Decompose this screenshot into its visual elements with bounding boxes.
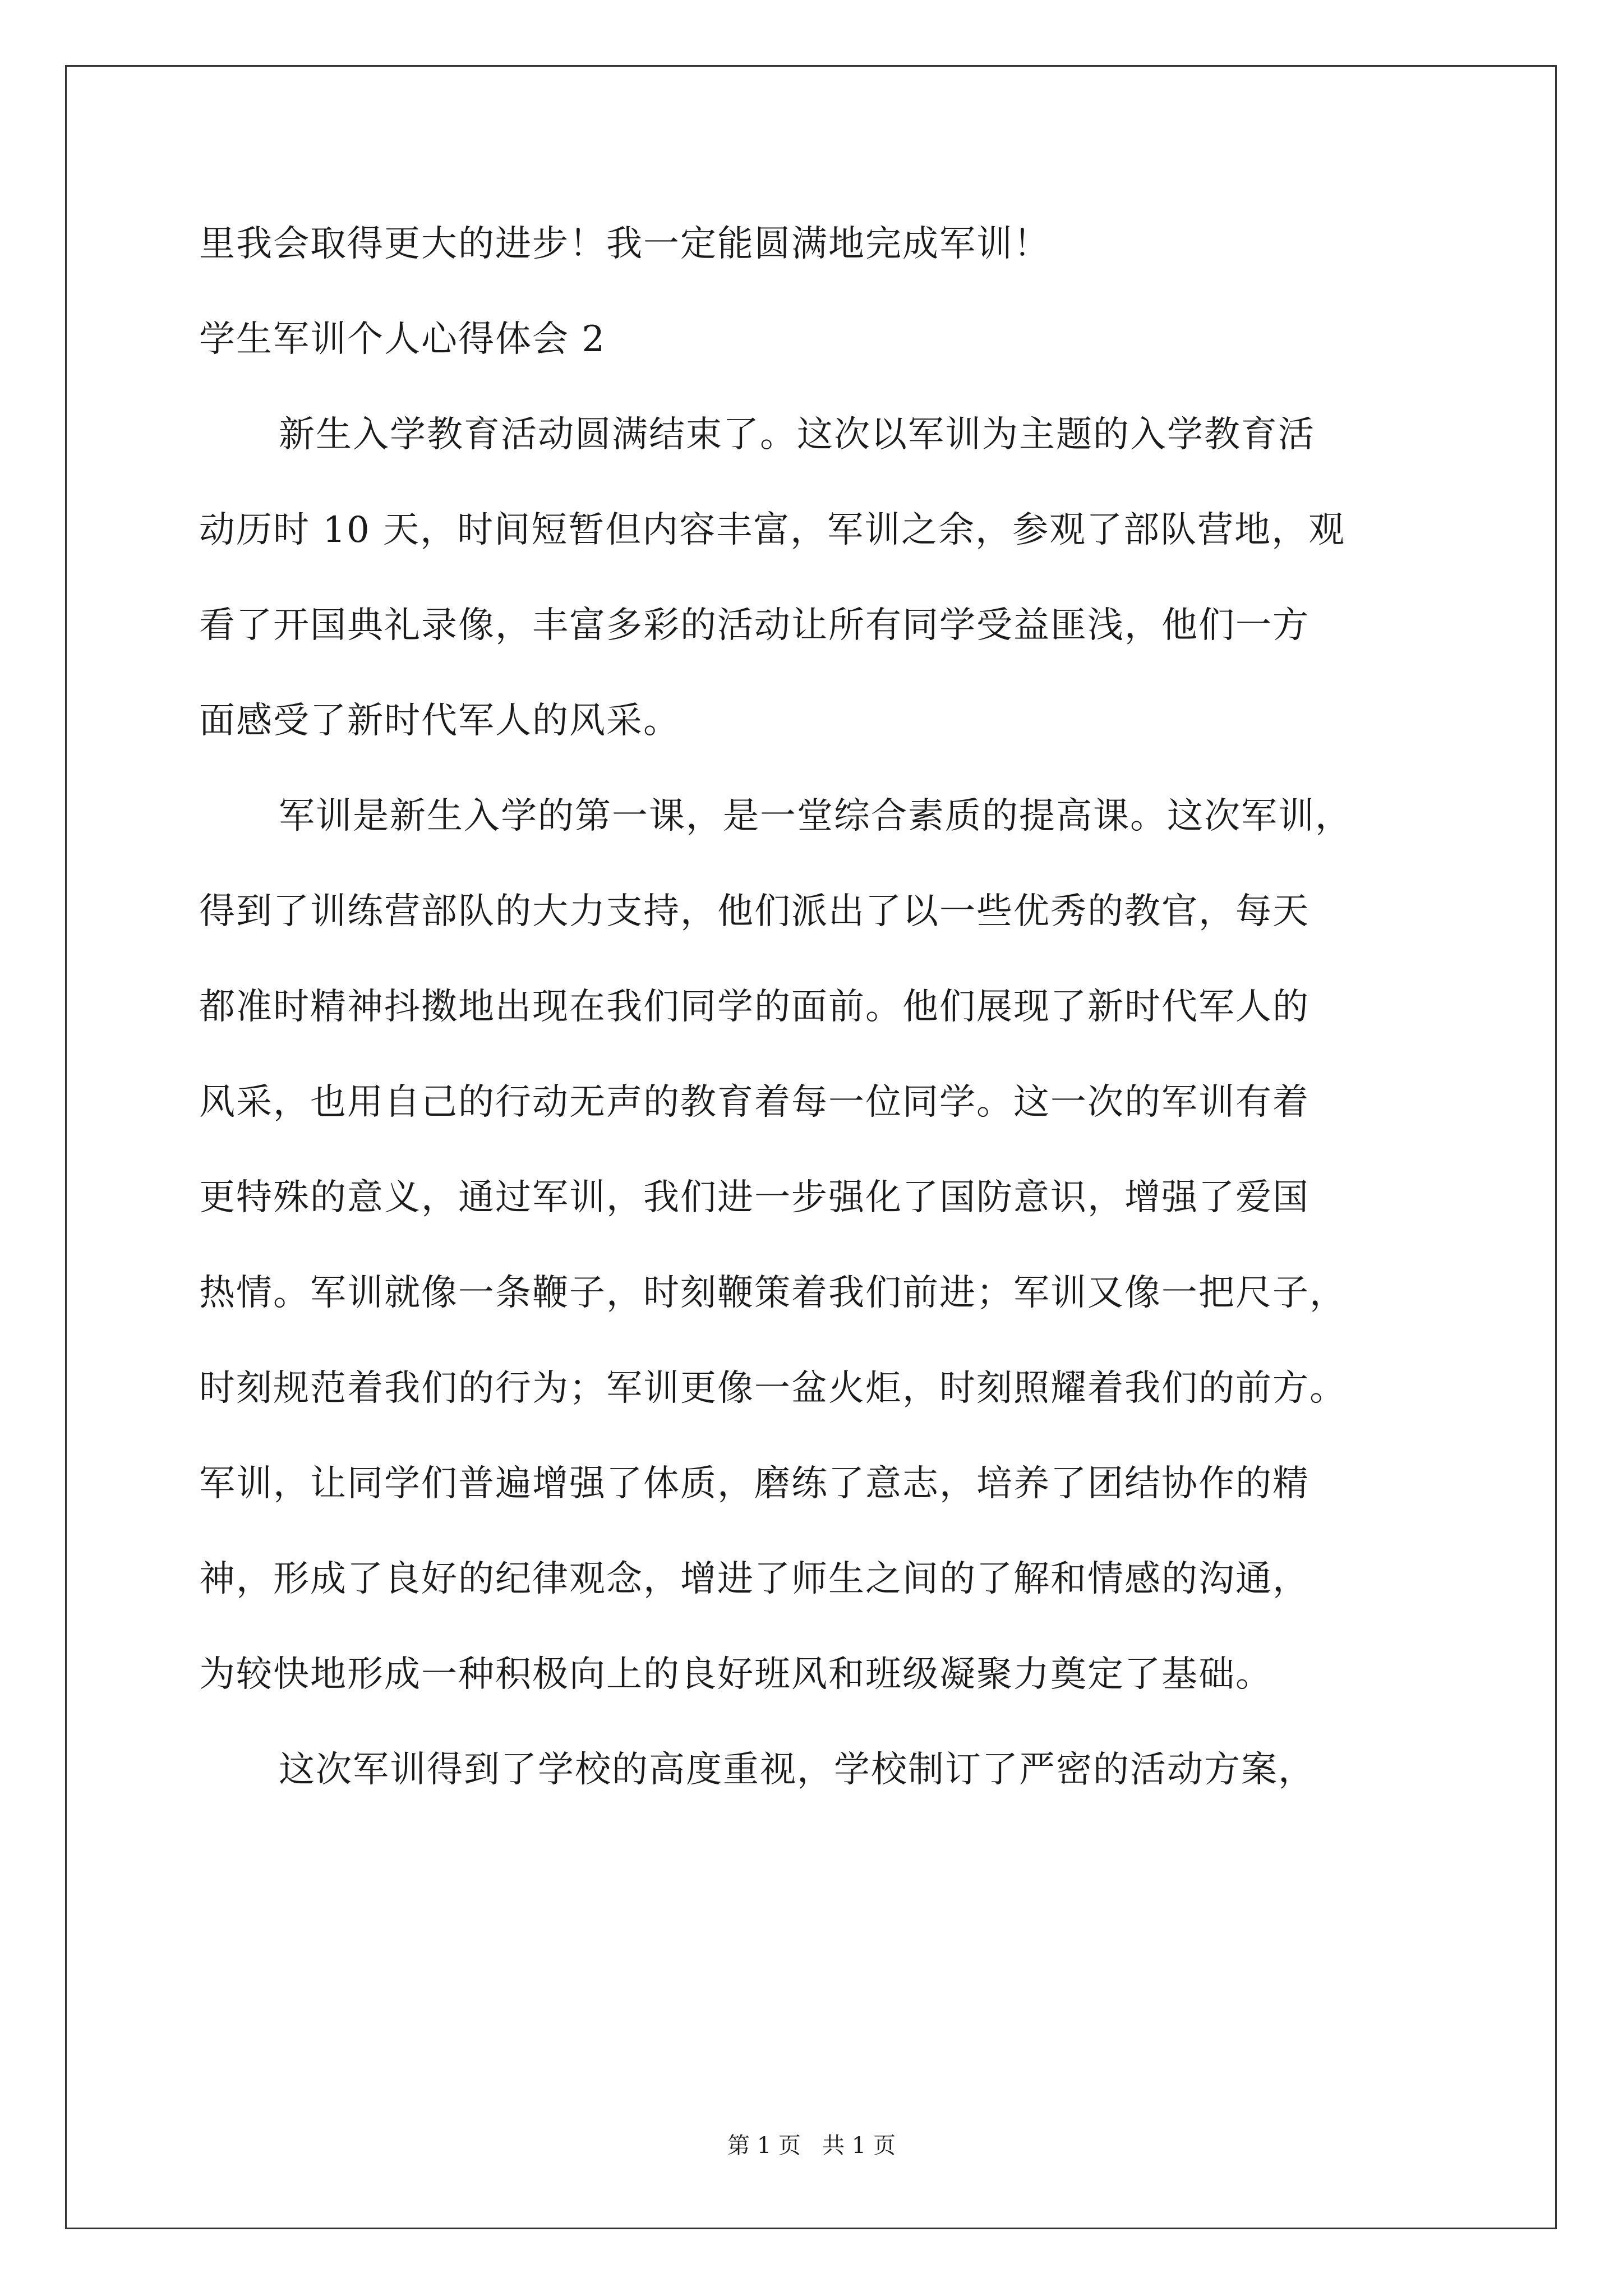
paragraph-line: 都准时精神抖擞地出现在我们同学的面前。他们展现了新时代军人的 [199,986,1310,1028]
paragraph-line: 神，形成了良好的纪律观念，增进了师生之间的了解和情感的沟通， [199,1558,1310,1600]
paragraph-line: 热情。军训就像一条鞭子，时刻鞭策着我们前进；军训又像一把尺子， [199,1272,1347,1314]
paragraph-line: 风采，也用自己的行动无声的教育着每一位同学。这一次的军训有着 [199,1082,1310,1123]
paragraph-line: 新生入学教育活动圆满结束了。这次以军训为主题的入学教育活 [279,414,1315,455]
text-line: 里我会取得更大的进步！我一定能圆满地完成军训！ [199,223,1050,265]
paragraph-line: 更特殊的意义，通过军训，我们进一步强化了国防意识，增强了爱国 [199,1177,1310,1218]
paragraph-line: 这次军训得到了学校的高度重视，学校制订了严密的活动方案， [279,1749,1315,1791]
paragraph-line: 为较快地形成一种积极向上的良好班风和班级凝聚力奠定了基础。 [199,1654,1272,1695]
paragraph-line: 军训，让同学们普遍增强了体质，磨练了意志，培养了团结协作的精 [199,1463,1310,1504]
paragraph-line: 时刻规范着我们的行为；军训更像一盆火炬，时刻照耀着我们的前方。 [199,1368,1347,1409]
paragraph-line: 得到了训练营部队的大力支持，他们派出了以一些优秀的教官，每天 [199,891,1310,932]
paragraph-line: 动历时 10 天，时间短暂但内容丰富，军训之余，参观了部队营地，观 [199,509,1346,551]
paragraph-line: 看了开国典礼录像，丰富多彩的活动让所有同学受益匪浅，他们一方 [199,605,1310,646]
section-heading: 学生军训个人心得体会 2 [199,319,606,360]
document-body [199,216,1444,1837]
paragraph-line: 面感受了新时代军人的风采。 [199,700,680,742]
page-footer: 第 1 页 共 1 页 [727,2133,896,2159]
paragraph-line: 军训是新生入学的第一课，是一堂综合素质的提高课。这次军训， [279,795,1352,837]
